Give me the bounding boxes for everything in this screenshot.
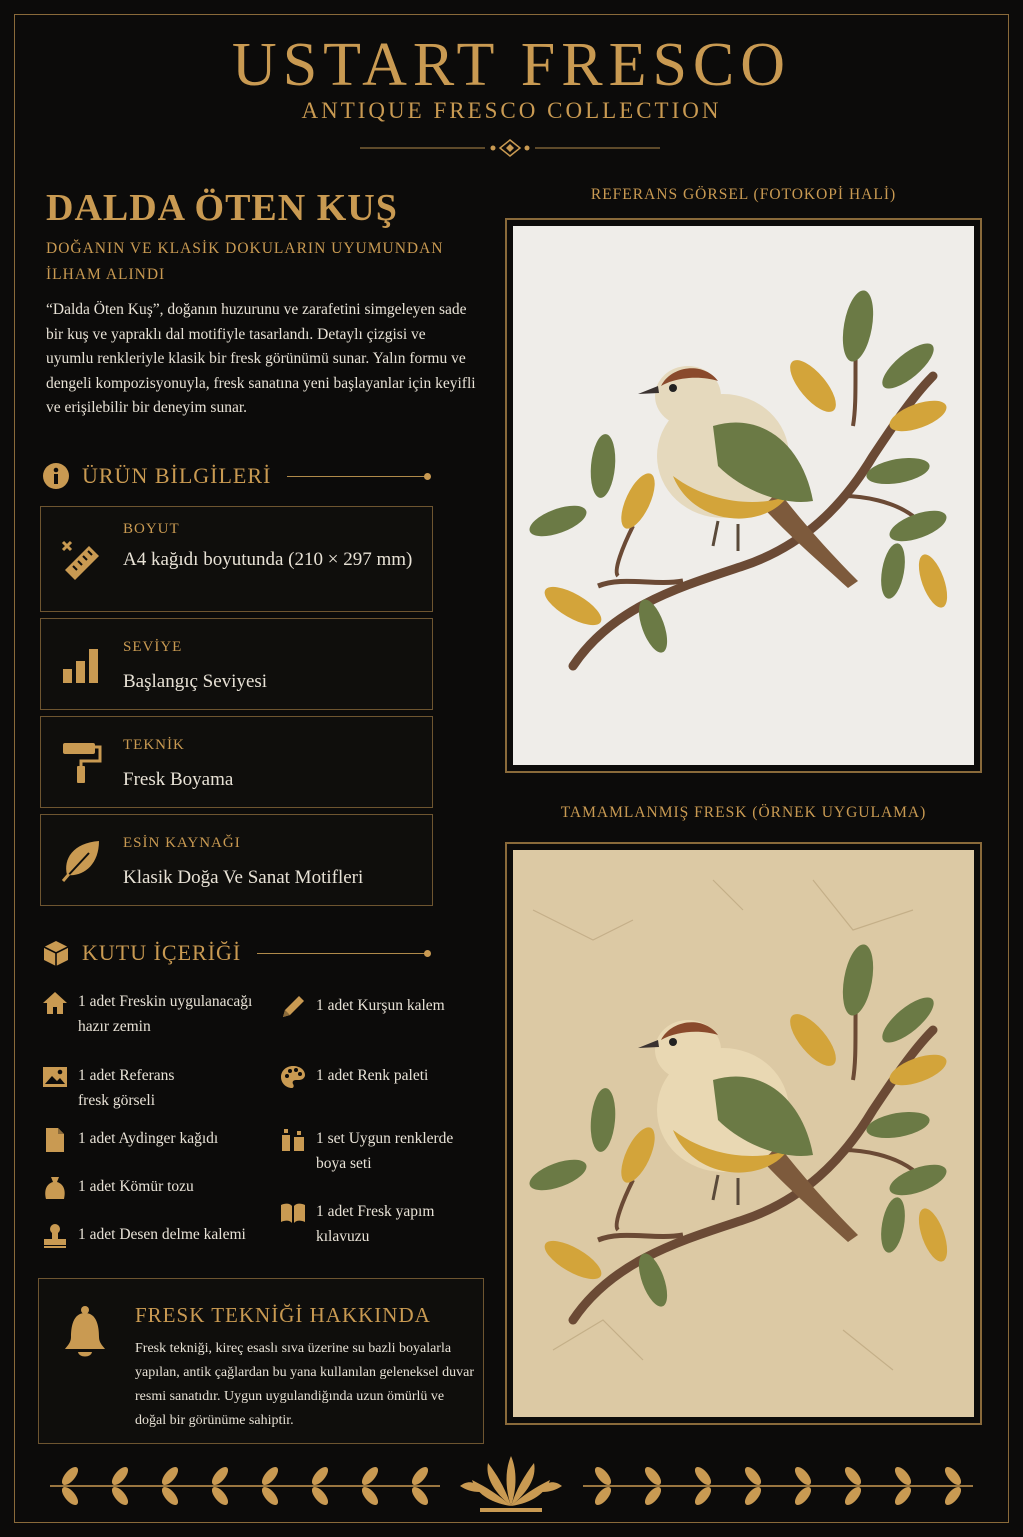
kit-item: 1 set Uygun renklerde boya seti — [280, 1127, 480, 1176]
completed-caption: TAMAMLANMIŞ FRESK (ÖRNEK UYGULAMA) — [560, 804, 927, 821]
palette-icon — [280, 1064, 306, 1090]
info-value-size: A4 kağıdı boyutunda (210 × 297 mm) — [123, 549, 413, 570]
reference-image-frame — [505, 218, 982, 773]
box-icon — [42, 939, 70, 967]
file-icon — [42, 1127, 68, 1153]
kit-item: 1 adet Kömür tozu — [42, 1175, 262, 1201]
pencil-icon — [280, 994, 306, 1020]
info-value-technique: Fresk Boyama — [123, 769, 234, 790]
kit-item: 1 adet Aydinger kağıdı — [42, 1127, 262, 1153]
info-item-technique — [40, 716, 433, 808]
ornament-divider — [360, 138, 660, 158]
kit-section-title: KUTU İÇERİĞİ — [82, 940, 242, 965]
paint-bottles-icon — [280, 1127, 306, 1153]
product-title: DALDA ÖTEN KUŞ — [46, 187, 398, 229]
info-key-inspiration: ESİN KAYNAĞI — [123, 835, 241, 851]
product-description: “Dalda Öten Kuş”, doğanın huzurunu ve zarafetini simgeleyen sade bir kuş ve yapraklı dal motifiyle tasarlandı. Detaylı çizgisi ve uyumlu renkleriyle klasik bir fresk görünümü sunar. Yalın formu ve dengeli kompozisyonuyla, fresk sanatına yeni başlayanlar için keyifli ve erişilebilir bir deneyim sunar. — [46, 301, 476, 416]
info-item-inspiration — [40, 814, 433, 906]
brand-title: USTART FRESCO — [231, 31, 792, 99]
footer-ornament — [40, 1448, 983, 1523]
info-section-heading — [42, 460, 427, 492]
home-icon — [42, 990, 68, 1016]
kit-item: 1 adet Renk paleti — [280, 1064, 480, 1090]
bar-chart-icon — [59, 641, 105, 687]
stamp-icon — [42, 1223, 68, 1249]
info-section-title: ÜRÜN BİLGİLERİ — [82, 463, 272, 488]
reference-bird-image — [513, 226, 974, 765]
info-key-technique: TEKNİK — [123, 737, 185, 753]
about-heading: FRESK TEKNİĞİ HAKKINDA — [135, 1303, 431, 1327]
paint-roller-icon — [59, 739, 105, 785]
reference-caption: REFERANS GÖRSEL (FOTOKOPİ HALİ) — [590, 186, 897, 203]
book-icon — [280, 1200, 306, 1226]
info-item-size — [40, 506, 433, 612]
product-subtitle: DOĞANIN VE KLASİK DOKULARIN UYUMUNDAN İLHAM ALINDI — [46, 240, 444, 283]
completed-image-frame — [505, 842, 982, 1425]
bell-icon — [63, 1305, 107, 1361]
info-key-size: BOYUT — [123, 521, 180, 537]
completed-fresco-image — [513, 850, 974, 1417]
info-key-level: SEVİYE — [123, 639, 183, 655]
section-rule — [257, 953, 427, 954]
bag-icon — [42, 1175, 68, 1201]
info-value-inspiration: Klasik Doğa Ve Sanat Motifleri — [123, 867, 364, 888]
about-text: Fresk tekniği, kireç esaslı sıva üzerine su bazli boyalarla yapılan, antik çağlardan bu yana kullanılan geleneksel duvar resmi sanatıdır. Uygun uygulandiğında uzun ömürlü ve doğal bir görünüme sahiptir. — [135, 1341, 474, 1428]
image-icon — [42, 1064, 68, 1090]
kit-item: 1 adet Kurşun kalem — [280, 994, 480, 1020]
section-rule — [287, 476, 427, 477]
fresco-technique-box — [38, 1278, 484, 1444]
kit-section-heading — [42, 937, 427, 969]
kit-item: 1 adet Freskin uygulanacağı hazır zemin — [42, 990, 262, 1039]
info-value-level: Başlangıç Seviyesi — [123, 671, 268, 692]
ruler-icon — [59, 536, 105, 582]
info-item-level — [40, 618, 433, 710]
leaf-icon — [59, 837, 105, 883]
info-circle-icon — [42, 462, 70, 490]
kit-item: 1 adet Referans fresk görseli — [42, 1064, 262, 1113]
brand-tagline: ANTIQUE FRESCO COLLECTION — [301, 98, 722, 123]
kit-item: 1 adet Desen delme kalemi — [42, 1223, 272, 1249]
kit-item: 1 adet Fresk yapım kılavuzu — [280, 1200, 480, 1249]
